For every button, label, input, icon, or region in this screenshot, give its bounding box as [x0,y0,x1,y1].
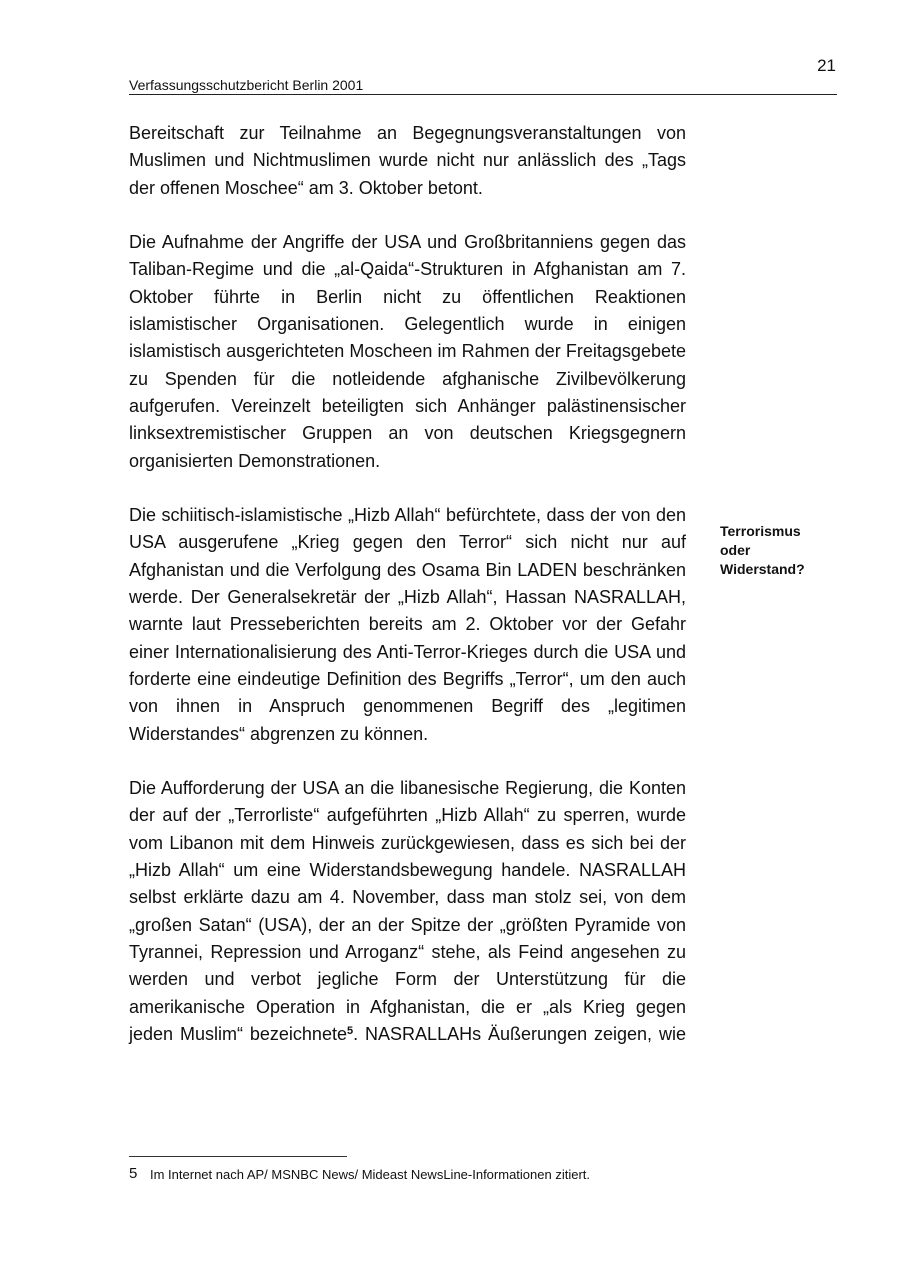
footnote-divider [129,1156,347,1157]
paragraph-3: Die schiitisch-islamistische „Hizb Allah“ befürchtete, dass der von den USA ausgerufene „Krieg gegen den Terror“ sich nicht nur auf Afghanistan und die Verfolgung des Osama Bin LADEN beschränken werde. Der Generalsekretär der „Hizb Allah“, Hassan NASRALLAH, warnte laut Presseberichten bereits am 2. Oktober vor der Gefahr einer Internationalisierung des Anti-Terror-Krieges durch die USA und forderte eine eindeutige Definition des Begriffs „Terror“, um den auch von ihnen in Anspruch genommenen Begriff des „legitimen Widerstandes“ abgrenzen zu können. [129,505,686,744]
paragraph-4-text-before: Die Aufforderung der USA an die libanesische Regierung, die Konten der auf der „Terrorliste“ aufgeführten „Hizb Allah“ zu sperren, wurde vom Libanon mit dem Hinweis zurückgewiesen, dass es sich bei der „Hizb Allah“ um eine Widerstandsbewegung handele. NASRALLAH selbst erklärte dazu am 4. November, dass man stolz sei, von dem „großen Satan“ (USA), der an der Spitze der „größten Pyramide von Tyrannei, Repression und Arroganz“ stehe, als Feind angesehen zu werden und verbot jegliche Form der Unterstützung für die amerikanische Operation in Afghanistan, die er „als Krieg gegen jeden Muslim“ bezeichnete [129,778,686,1044]
paragraph-4-text-after: . NASRALLAHs Äußerungen zeigen, wie [353,1023,686,1044]
page-number: 21 [817,56,836,75]
footnote-text: Im Internet nach AP/ MSNBC News/ Mideast NewsLine-Informationen zitiert. [150,1167,591,1182]
margin-note-line-2: oder [720,542,751,558]
footnote [129,1165,729,1182]
footnote-reference[interactable]: 5 [346,1024,354,1037]
paragraph-2: Die Aufnahme der Angriffe der USA und Großbritanniens gegen das Taliban-Regime und die „al-Qaida“-Strukturen in Afghanistan am 7. Oktober führte in Berlin nicht zu öffentlichen Reaktionen islamistischer Organisationen. Gelegentlich wurde in einigen islamistisch ausgerichteten Moscheen im Rahmen der Freitagsgebete zu Spenden für die notleidende afghanische Zivilbevölkerung aufgerufen. Vereinzelt beteiligten sich Anhänger palästinensischer linksextremistischer Gruppen an von deutschen Kriegsgegnern organisierten Demonstrationen. [129,232,686,471]
footnote-number: 5 [129,1165,138,1182]
margin-note-line-1: Terrorismus [720,523,801,539]
paragraph-1: Bereitschaft zur Teilnahme an Begegnungsveranstaltungen von Muslimen und Nichtmuslimen wurde nicht nur anlässlich des „Tags der offenen Moschee“ am 3. Oktober betont. [129,123,686,198]
body-text [129,120,686,1048]
paragraph-4 [129,775,686,1048]
running-header: Verfassungsschutzbericht Berlin 2001 [129,77,837,95]
margin-note-line-3: Widerstand? [720,561,805,577]
margin-note [720,522,850,579]
